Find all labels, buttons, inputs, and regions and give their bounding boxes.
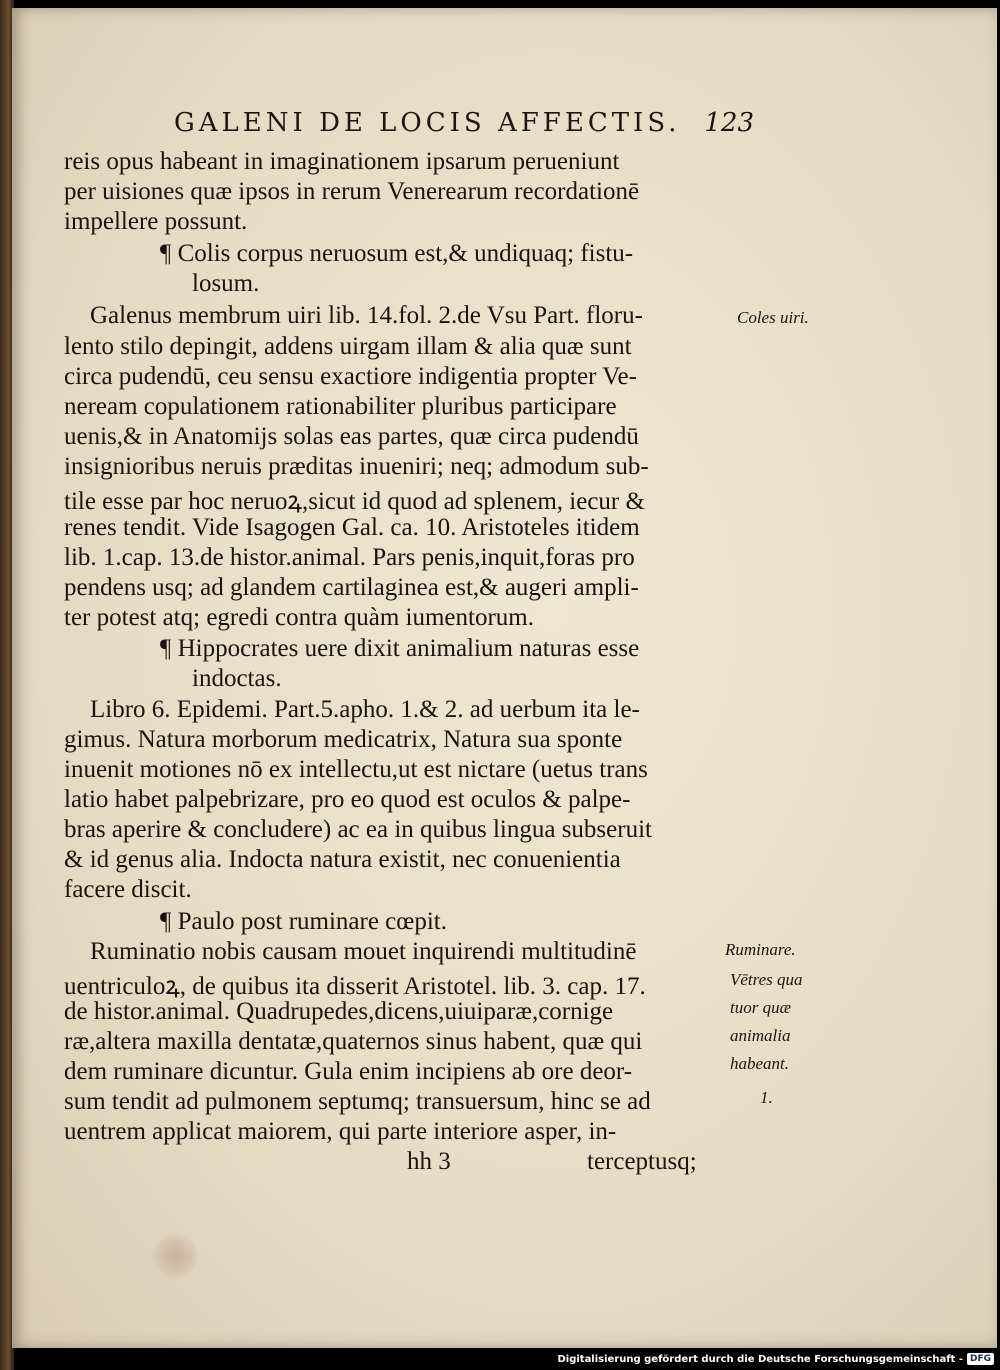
- text-line: gimus. Natura morborum medicatrix, Natura sua sponte: [64, 726, 623, 753]
- text-line: lib. 1.cap. 13.de histor.animal. Pars penis,inquit,foras pro: [64, 544, 635, 571]
- marginal-note: Coles uiri.: [737, 308, 809, 327]
- marginal-note: animalia: [730, 1026, 791, 1045]
- text-line: neream copulationem rationabiliter pluribus participare: [64, 393, 617, 420]
- marginal-note: Ruminare.: [725, 940, 796, 959]
- text-line: uentrem applicat maiorem, qui parte interiore asper, in-: [64, 1118, 617, 1145]
- text-line: losum.: [192, 270, 260, 297]
- marginal-note: Vētres qua: [730, 970, 803, 989]
- text-line: indoctas.: [192, 665, 282, 692]
- text-line: dem ruminare dicuntur. Gula enim incipiens ab ore deor-: [64, 1058, 633, 1085]
- text-line: reis opus habeant in imaginationem ipsarum perueniunt: [64, 148, 620, 175]
- text-line: sum tendit ad pulmonem septumq; transuersum, hinc se ad: [64, 1088, 651, 1115]
- text-line: ¶ Colis corpus neruosum est,& undiquaq; fistu-: [160, 240, 634, 267]
- text-line: circa pudendū, ceu sensu exactiore indigentia propter Ve-: [64, 363, 637, 390]
- credit-text: Digitalisierung gefördert durch die Deutsche Forschungsgemeinschaft -: [557, 1353, 963, 1365]
- text-line: Ruminatio nobis causam mouet inquirendi multitudinē: [90, 938, 637, 965]
- text-line: tile esse par hoc neruoꝝ,sicut id quod ad splenem, iecur &: [64, 488, 645, 515]
- text-line: Libro 6. Epidemi. Part.5.apho. 1.& 2. ad uerbum ita le-: [90, 696, 640, 723]
- text-line: renes tendit. Vide Isagogen Gal. ca. 10. Aristoteles itidem: [64, 514, 640, 541]
- text-line: ter potest atq; egredi contra quàm iumentorum.: [64, 604, 534, 631]
- library-stamp: [152, 1233, 198, 1279]
- marginal-note: habeant.: [730, 1054, 790, 1073]
- credit-bar: [400, 1348, 1000, 1370]
- text-line: & id genus alia. Indocta natura existit, nec conuenientia: [64, 846, 621, 873]
- page-header: [174, 108, 754, 138]
- text-line: impellere possunt.: [64, 208, 248, 235]
- page-number: 123: [704, 108, 754, 138]
- signature-mark: hh 3: [407, 1148, 451, 1175]
- text-line: facere discit.: [64, 876, 192, 903]
- dfg-logo: DFG: [967, 1353, 994, 1365]
- text-line: Galenus membrum uiri lib. 14.fol. 2.de Vsu Part. floru-: [90, 302, 643, 329]
- text-line: bras aperire & concludere) ac ea in quibus lingua subseruit: [64, 816, 652, 843]
- text-line: pendens usq; ad glandem cartilaginea est,& augeri ampli-: [64, 574, 639, 601]
- catchword: terceptusq;: [587, 1148, 697, 1175]
- text-line: uenis,& in Anatomijs solas eas partes, quæ circa pudendū: [64, 423, 639, 450]
- text-line: inuenit motiones nō ex intellectu,ut est nictare (uetus trans: [64, 756, 648, 783]
- text-line: latio habet palpebrizare, pro eo quod est oculos & palpe-: [64, 786, 631, 813]
- text-line: lento stilo depingit, addens uirgam illam & alia quæ sunt: [64, 333, 632, 360]
- text-line: ¶ Hippocrates uere dixit animalium naturas esse: [160, 635, 640, 662]
- text-line: ¶ Paulo post ruminare cœpit.: [160, 908, 447, 935]
- book-page: [12, 8, 997, 1348]
- text-line: de histor.animal. Quadrupedes,dicens,uiuiparæ,cornige: [64, 998, 614, 1025]
- running-title: GALENI DE LOCIS AFFECTIS.: [174, 108, 681, 138]
- marginal-note: 1.: [760, 1088, 773, 1107]
- text-line: insignioribus neruis præditas inueniri; neq; admodum sub-: [64, 453, 649, 480]
- marginal-note: tuor quæ: [730, 998, 791, 1017]
- text-line: per uisiones quæ ipsos in rerum Venerearum recordationē: [64, 178, 640, 205]
- text-line: uentriculoꝝ, de quibus ita disserit Aristotel. lib. 3. cap. 17.: [64, 973, 646, 1000]
- text-line: ræ,altera maxilla dentatæ,quaternos sinus habent, quæ qui: [64, 1028, 643, 1055]
